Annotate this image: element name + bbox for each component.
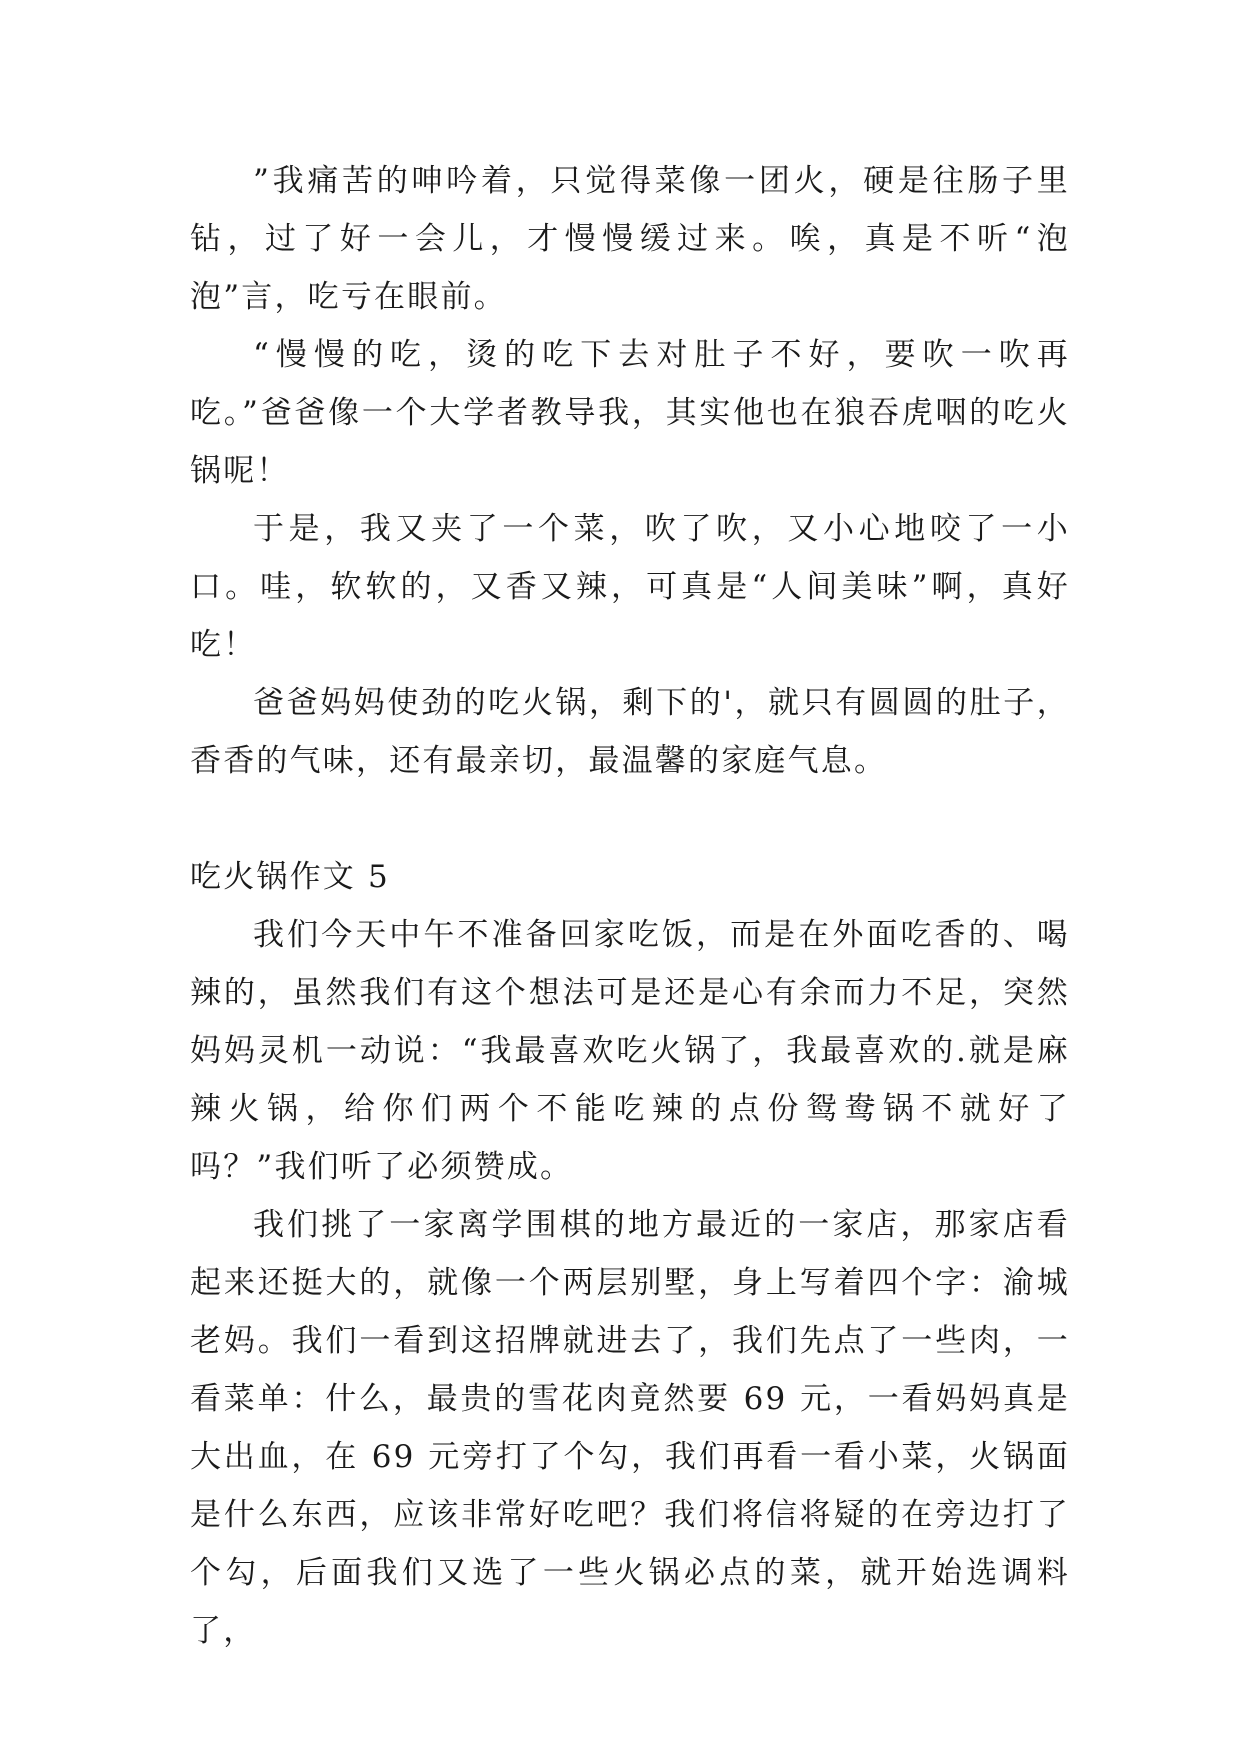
paragraph-3: 于是，我又夹了一个菜，吹了吹，又小心地咬了一小口。哇，软软的，又香又辣，可真是“人间美味”啊，真好吃！	[190, 511, 1070, 663]
paragraph-1: ”我痛苦的呻吟着，只觉得菜像一团火，硬是往肠子里钻，过了好一会儿，才慢慢缓过来。唉，真是不听“泡泡”言，吃亏在眼前。	[190, 163, 1070, 315]
paragraph-4: 爸爸妈妈使劲的吃火锅，剩下的'，就只有圆圆的肚子，香香的气味，还有最亲切，最温馨的家庭气息。	[190, 685, 1070, 779]
paragraph-5: 我们今天中午不准备回家吃饭，而是在外面吃香的、喝辣的，虽然我们有这个想法可是还是心有余而力不足，突然妈妈灵机一动说：“我最喜欢吃火锅了，我最喜欢的.就是麻辣火锅，给你们两个不能吃辣的点份鸳鸯锅不就好了吗？”我们听了必须赞成。	[190, 917, 1070, 1185]
paragraph-2: “慢慢的吃，烫的吃下去对肚子不好，要吹一吹再吃。”爸爸像一个大学者教导我，其实他也在狼吞虎咽的吃火锅呢！	[190, 337, 1070, 489]
document-page	[190, 152, 1070, 1660]
section-title: 吃火锅作文 5	[190, 859, 390, 895]
paragraph-6: 我们挑了一家离学围棋的地方最近的一家店，那家店看起来还挺大的，就像一个两层别墅，身上写着四个字：渝城老妈。我们一看到这招牌就进去了，我们先点了一些肉，一看菜单：什么，最贵的雪花肉竟然要 69 元，一看妈妈真是大出血，在 69 元旁打了个勾，我们再看一看小菜，火锅面是什么东西，应该非常好吃吧？我们将信将疑的在旁边打了个勾，后面我们又选了一些火锅必点的菜，就开始选调料了，	[190, 1207, 1070, 1649]
